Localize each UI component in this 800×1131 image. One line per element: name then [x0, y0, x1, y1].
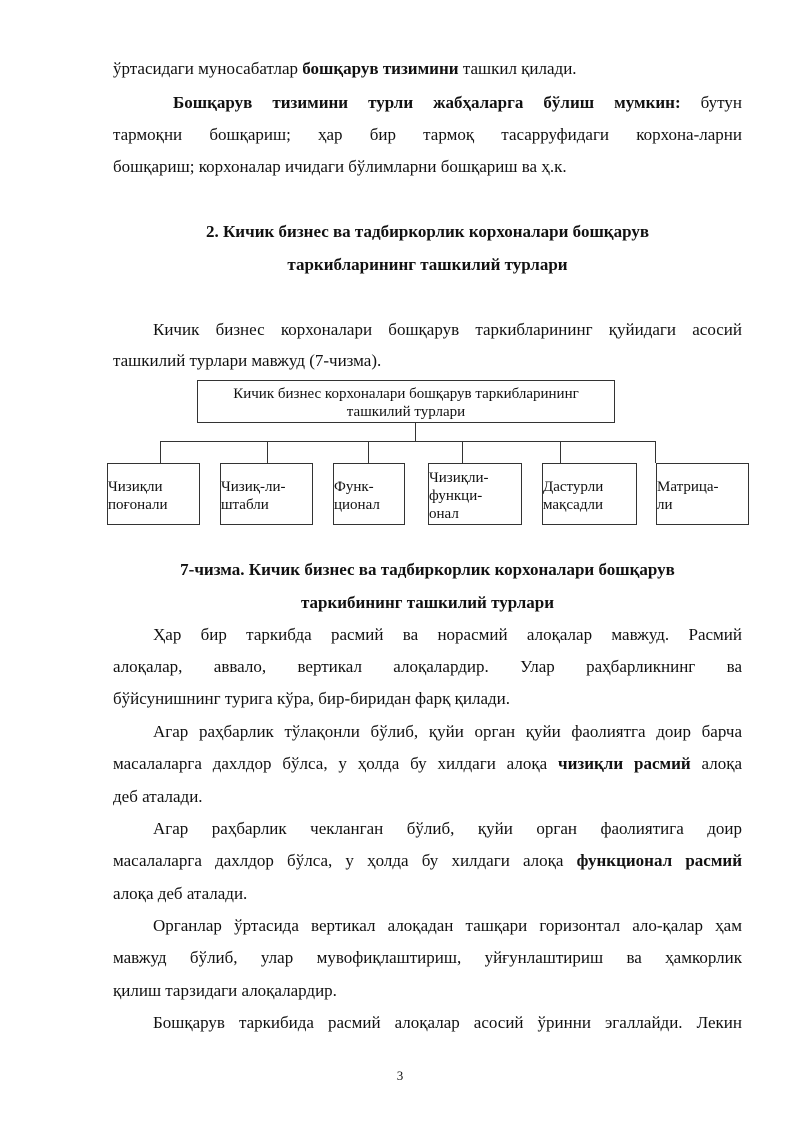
para-line: Бошқарув тизимини турли жабҳаларга бўлиш мумкин: бутун: [173, 93, 742, 112]
document-page: [108, 0, 743, 1131]
para-line: масалаларга дахлдор бўлса, у ҳолда бу хилдаги алоқа функционал расмий: [113, 851, 742, 870]
section-heading: 2. Кичик бизнес ва тадбиркорлик корхоналари бошқарув: [205, 222, 650, 241]
diagram-box: Чизиқли- функци- онал: [428, 463, 522, 525]
para-line: Агар раҳбарлик чекланган бўлиб, қуйи орган фаолиятига доир: [153, 819, 742, 838]
page-number: 3: [396, 1068, 404, 1083]
connector: [415, 423, 416, 441]
para-line: ташкилий турлари мавжуд (7-чизма).: [113, 351, 382, 370]
connector: [560, 441, 561, 463]
figure-caption: 7-чизма. Кичик бизнес ва тадбиркорлик корхоналари бошқарув: [180, 560, 675, 579]
diagram-box: Дастурли мақсадли: [542, 463, 637, 525]
diagram-box: Чизиқ-ли- штабли: [220, 463, 313, 525]
para-line: Бошқарув таркибида расмий алоқалар асосий ўринни эгаллайди. Лекин: [153, 1013, 742, 1032]
para-line: бошқариш; корхоналар ичидаги бўлимларни бошқариш ва ҳ.к.: [113, 157, 567, 176]
connector: [267, 441, 268, 463]
para-line: масалаларга дахлдор бўлса, у ҳолда бу хилдаги алоқа чизиқли расмий алоқа: [113, 754, 743, 773]
diagram-box: Матрица- ли: [656, 463, 749, 525]
para-line: Органлар ўртасида вертикал алоқадан ташқари горизонтал ало-қалар ҳам: [153, 916, 742, 935]
connector: [160, 441, 161, 463]
para-line: қилиш тарзидаги алоқалардир.: [113, 981, 337, 1000]
connector: [655, 441, 656, 463]
section-heading: таркибларининг ташкилий турлари: [287, 255, 568, 274]
figure-caption: таркибининг ташкилий турлари: [300, 593, 555, 612]
diagram-box: Функ- ционал: [333, 463, 405, 525]
connector: [160, 441, 655, 442]
para-line: Ҳар бир таркибда расмий ва норасмий алоқалар мавжуд. Расмий: [153, 625, 742, 644]
para-line: ўртасидаги муносабатлар бошқарув тизимини ташкил қилади.: [113, 59, 577, 78]
org-diagram: [105, 380, 755, 530]
para-line: алоқалар, аввало, вертикал алоқалардир. Улар раҳбарликнинг ва: [113, 657, 742, 676]
para-line: деб аталади.: [113, 787, 203, 806]
diagram-top-box: Кичик бизнес корхоналари бошқарув таркибларининг ташкилий турлари: [197, 380, 615, 423]
diagram-box: Чизиқли поғонали: [107, 463, 200, 525]
para-line: бўйсунишнинг турига кўра, бир-биридан фарқ қилади.: [113, 689, 510, 708]
para-line: Агар раҳбарлик тўлақонли бўлиб, қуйи орган қуйи фаолиятга доир барча: [153, 722, 742, 741]
para-line: тармоқни бошқариш; ҳар бир тармоқ тасарруфидаги корхона-ларни: [113, 125, 742, 144]
connector: [462, 441, 463, 463]
para-line: алоқа деб аталади.: [113, 884, 248, 903]
para-line: мавжуд бўлиб, улар мувофиқлаштириш, уйғунлаштириш ва ҳамкорлик: [113, 948, 742, 967]
para-line: Кичик бизнес корхоналари бошқарув таркибларининг қуйидаги асосий: [153, 320, 742, 339]
connector: [368, 441, 369, 463]
